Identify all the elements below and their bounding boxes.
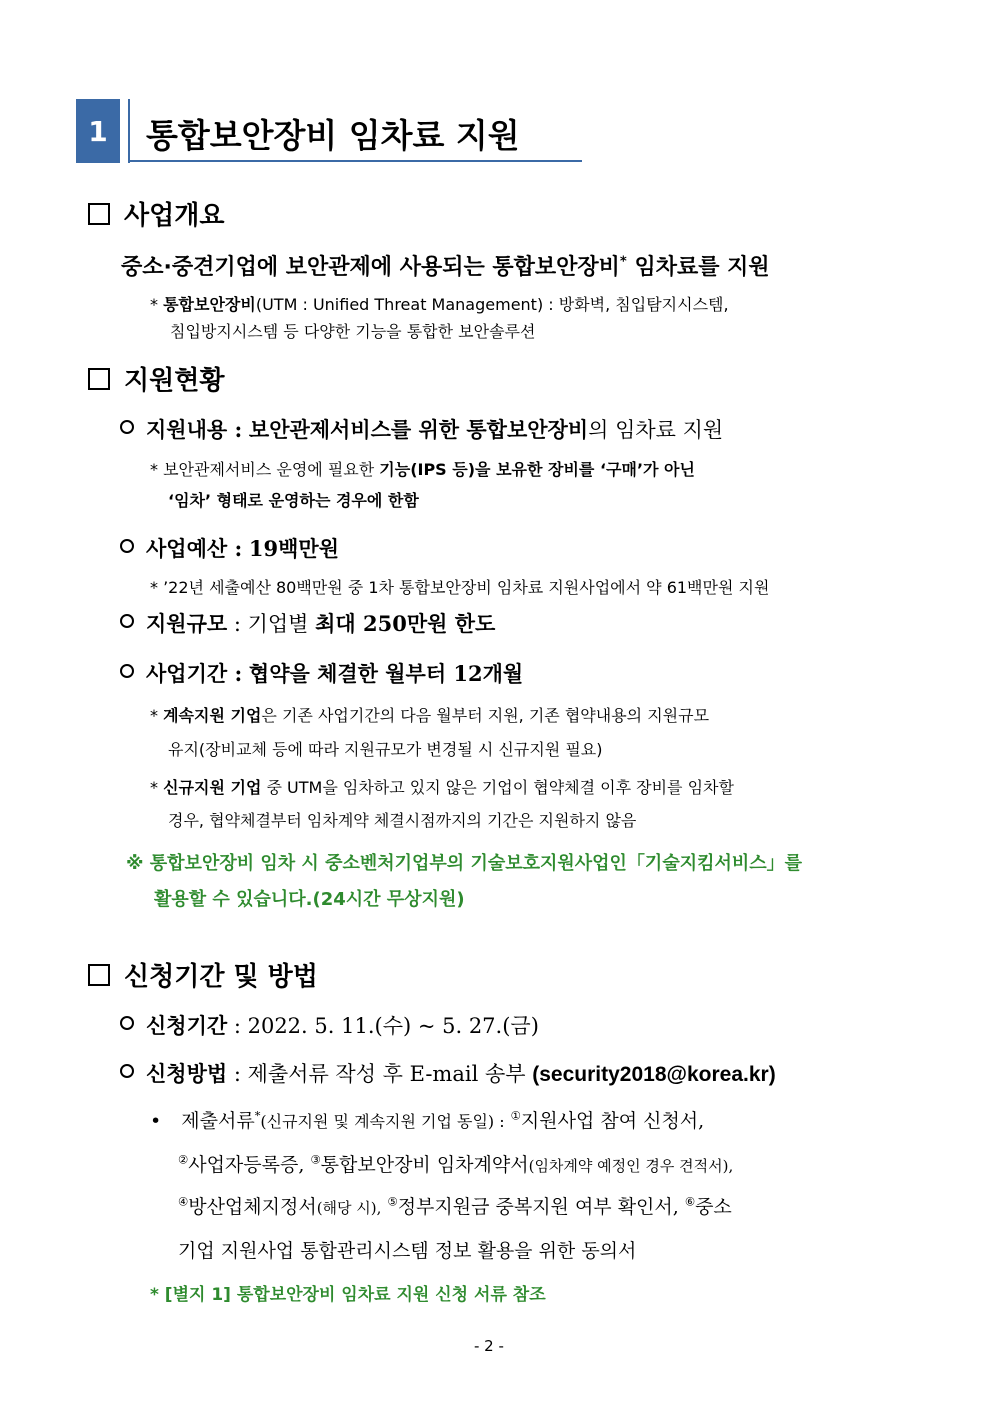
note-bold: 신규지원 기업	[163, 778, 262, 797]
label: 지원규모	[146, 611, 228, 636]
support-content-line	[120, 414, 723, 444]
circled-number: ③	[310, 1152, 321, 1167]
checkbox-square-icon	[88, 368, 110, 390]
period-value: : 2022. 5. 11.(수) ~ 5. 27.(금)	[233, 1014, 539, 1038]
heading-text: 사업개요	[124, 201, 225, 231]
content-rest: 의 임차료 지원	[588, 418, 724, 442]
section-heading-overview	[88, 195, 224, 232]
section-heading-status	[88, 360, 224, 397]
notice-text: 통합보안장비 임차 시 중소벤처기업부의 기술보호지원사업인「기술지킴서비스」를	[149, 853, 803, 874]
heading-text: 지원현황	[124, 366, 225, 396]
circle-bullet-icon	[120, 614, 134, 628]
content-note-line2: ‘임차’ 형태로 운영하는 경우에 한함	[168, 491, 419, 510]
note-bold: 통합보안장비	[163, 295, 256, 314]
circle-bullet-icon	[120, 420, 134, 434]
budget-value: 19백만원	[248, 536, 339, 561]
note-rest: 은 기존 사업기간의 다음 월부터 지원, 기존 협약내용의 지원규모	[261, 706, 710, 725]
scale-bold: 최대 250만원 한도	[315, 611, 496, 636]
documents-line3	[178, 1192, 732, 1219]
doc-item: 방산업체지정서	[188, 1196, 317, 1218]
circled-number: ②	[178, 1152, 189, 1167]
doc-item: 사업자등록증,	[188, 1154, 305, 1176]
new-note-line1	[150, 775, 734, 798]
doc-paren: (해당 시),	[316, 1199, 382, 1217]
section-number-badge	[76, 99, 120, 163]
application-method-line	[120, 1058, 776, 1088]
scale-rest: : 기업별	[233, 612, 309, 636]
green-notice-line2: 활용할 수 있습니다.(24시간 무상지원)	[154, 889, 465, 910]
section-number: 1	[88, 114, 108, 148]
note-pre: * 보안관제서비스 운영에 필요한	[150, 460, 375, 479]
email-address: (security2018@korea.kr)	[532, 1063, 776, 1086]
doc-item: 통합보안장비 임차계약서	[320, 1154, 529, 1176]
label: 신청기간	[146, 1013, 228, 1038]
doc-paren: (임차계약 예정인 경우 견적서),	[528, 1157, 734, 1175]
title-underline	[130, 160, 582, 162]
label: 사업예산 :	[146, 536, 243, 561]
circle-bullet-icon	[120, 664, 134, 678]
overview-note-line2: 침입방지시스템 등 다양한 기능을 통합한 보안솔루션	[170, 322, 536, 341]
circled-number: ①	[510, 1108, 521, 1123]
doc-item: 지원사업 참여 신청서,	[520, 1110, 705, 1132]
period-line	[120, 658, 523, 688]
circle-bullet-icon	[120, 1016, 134, 1030]
label: 신청방법	[146, 1061, 228, 1086]
circled-number: ⑥	[684, 1194, 696, 1209]
period-value: 협약을 체결한 월부터 12개월	[248, 661, 524, 686]
note-rest: 중 UTM을 임차하고 있지 않은 기업이 협약체결 이후 장비를 임차할	[266, 778, 734, 797]
scale-line	[120, 608, 495, 638]
note-star: *	[150, 706, 158, 725]
dot-bullet-icon: •	[150, 1110, 162, 1132]
footnote-mark: *	[619, 254, 627, 270]
label: 지원내용 :	[146, 417, 243, 442]
footnote-mark: *	[254, 1108, 261, 1123]
circled-number: ④	[178, 1194, 189, 1209]
documents-line4: 기업 지원사업 통합관리시스템 정보 활용을 위한 동의서	[178, 1240, 637, 1262]
note-bold: 계속지원 기업	[163, 706, 262, 725]
application-period-line	[120, 1010, 539, 1040]
budget-line	[120, 533, 339, 563]
reference-mark-icon: ※	[126, 853, 144, 874]
content-bold: 보안관제서비스를 위한 통합보안장비	[248, 417, 589, 442]
continuing-note-line1	[150, 703, 709, 726]
title-divider	[128, 99, 130, 163]
overview-note-line1	[150, 292, 729, 315]
circle-bullet-icon	[120, 1064, 134, 1078]
section-heading-application	[88, 956, 318, 993]
doc-item: 중소	[695, 1196, 732, 1218]
circle-bullet-icon	[120, 539, 134, 553]
green-notice-line1	[126, 849, 802, 875]
docs-paren: (신규지원 및 계속지원 기업 동일) :	[260, 1112, 505, 1131]
page-number: - 2 -	[474, 1337, 504, 1355]
heading-text: 신청기간 및 방법	[124, 962, 318, 992]
overview-text-post: 임차료를 지원	[634, 255, 770, 280]
docs-label: 제출서류	[181, 1110, 255, 1132]
note-bold: 기능(IPS 등)을 보유한 장비를 ‘구매’가 아닌	[379, 460, 695, 479]
method-value: : 제출서류 작성 후 E-mail 송부	[233, 1062, 526, 1086]
note-rest: (UTM : Unified Threat Management) : 방화벽, 침입탐지시스템,	[255, 295, 729, 314]
overview-text-pre: 중소·중견기업에 보안관제에 사용되는 통합보안장비	[121, 255, 620, 280]
attachment-note: * [별지 1] 통합보안장비 임차료 지원 신청 서류 참조	[150, 1285, 546, 1305]
content-note-line1	[150, 457, 695, 480]
documents-line1	[150, 1106, 704, 1133]
note-star: *	[150, 778, 158, 797]
new-note-line2: 경우, 협약체결부터 임차계약 체결시점까지의 기간은 지원하지 않음	[168, 811, 637, 830]
note-star: *	[150, 295, 158, 314]
continuing-note-line2: 유지(장비교체 등에 따라 지원규모가 변경될 시 신규지원 필요)	[168, 740, 603, 759]
checkbox-square-icon	[88, 964, 110, 986]
documents-line2	[178, 1150, 733, 1177]
overview-line	[121, 250, 770, 281]
budget-note: * ’22년 세출예산 80백만원 중 1차 통합보안장비 임차료 지원사업에서 약 61백만원 지원	[150, 578, 770, 597]
label: 사업기간 :	[146, 661, 243, 686]
checkbox-square-icon	[88, 203, 110, 225]
circled-number: ⑤	[387, 1194, 398, 1209]
doc-item: 정부지원금 중복지원 여부 확인서,	[397, 1196, 679, 1218]
page-title: 통합보안장비 임차료 지원	[146, 116, 520, 155]
